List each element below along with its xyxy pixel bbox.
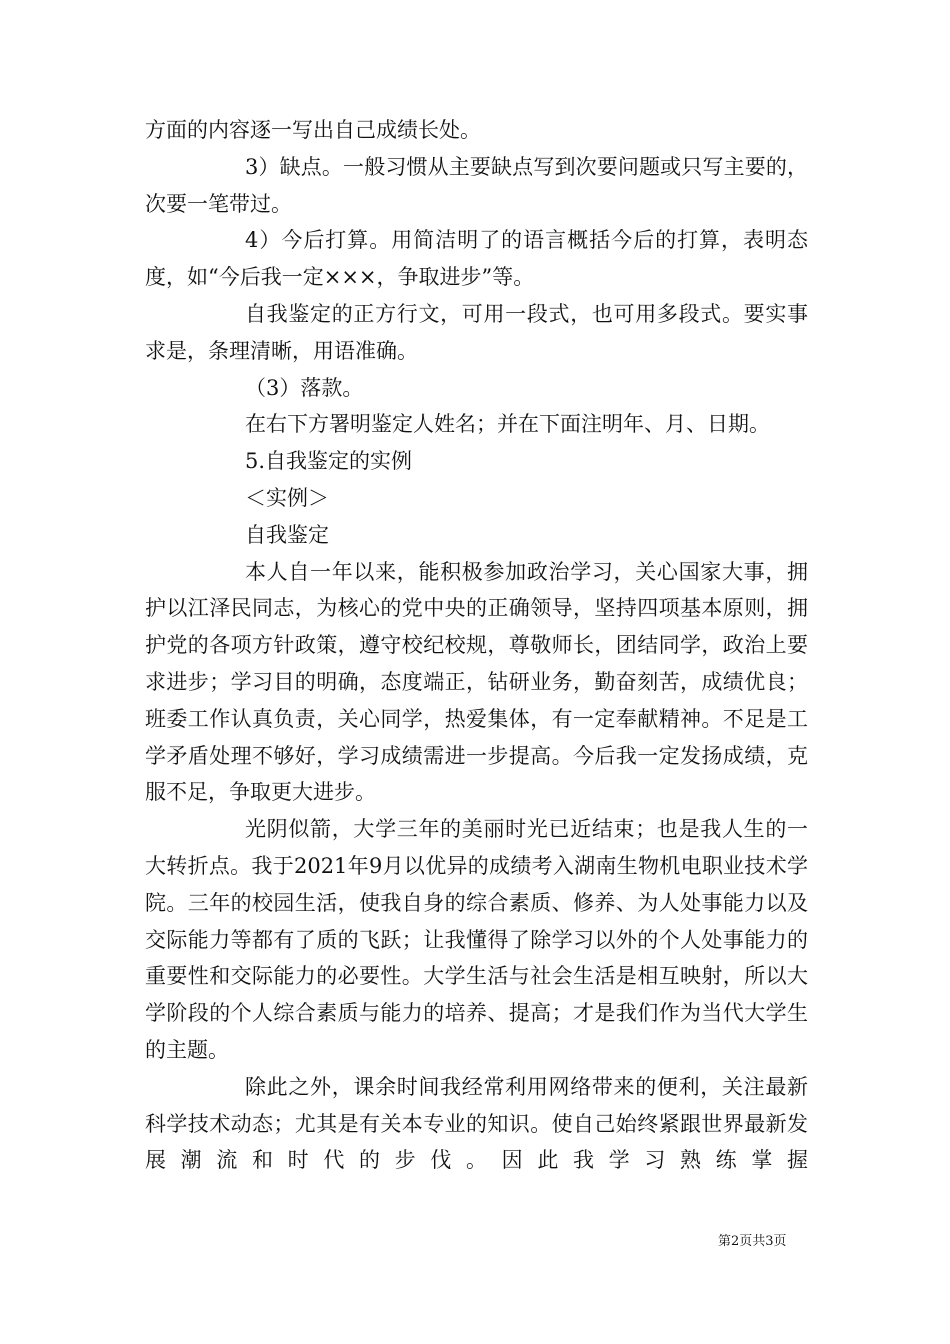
paragraph-example-one: 本人自一年以来，能积极参加政治学习，关心国家大事，拥护以江泽民同志，为核心的党中央的正确领导，坚持四项基本原则，拥护党的各项方针政策，遵守校纪校规，尊敬师长，团结同学，政治上要求进步；学习目的明确，态度端正，钻研业务，勤奋刻苦，成绩优良；班委工作认真负责，关心同学，热爱集体，有一定奉献精神。不足是工学矛盾处理不够好，学习成绩需进一步提高。今后我一定发扬成绩，克服不足，争取更大进步。 (145, 559, 808, 805)
paragraph-continuation: 方面的内容逐一写出自己成绩长处。 (145, 118, 481, 142)
paragraph-college-life: 光阴似箭，大学三年的美丽时光已近结束；也是我人生的一大转折点。我于2021年9月以优异的成绩考入湖南生物机电职业技术学院。三年的校园生活，使我自身的综合素质、修养、为人处事能力以及交际能力等都有了质的飞跃；让我懂得了除学习以外的个人处事能力的重要性和交际能力的必要性。大学生活与社会生活是相互映射，所以大学阶段的个人综合素质与能力的培养、提高；才是我们作为当代大学生的主题。 (145, 817, 808, 1062)
document-body (145, 112, 808, 1179)
paragraph-signature-instructions: 在右下方署明鉴定人姓名；并在下面注明年、月、日期。 (245, 412, 770, 437)
paragraph-shortcomings: 3）缺点。一般习惯从主要缺点写到次要问题或只写主要的，次要一笔带过。 (145, 154, 808, 216)
section-heading-example: 5.自我鉴定的实例 (245, 449, 413, 474)
paragraph-future-plans: 4）今后打算。用简洁明了的语言概括今后的打算，表明态度，如“今后我一定×××，争取进步”等。 (145, 228, 808, 290)
paragraph-body-format: 自我鉴定的正方行文，可用一段式，也可用多段式。要实事求是，条理清晰，用语准确。 (145, 301, 808, 363)
paragraph-extracurricular: 除此之外，课余时间我经常利用网络带来的便利，关注最新科学技术动态；尤其是有关本专业的知识。使自己始终紧跟世界最新发展潮流和时代的步伐。因此我学习熟练掌握 (145, 1074, 808, 1173)
example-title: 自我鉴定 (245, 522, 329, 547)
paragraph-signature-heading: （3）落款。 (245, 375, 364, 400)
page-number-footer: 第2页共3页 (718, 1234, 787, 1249)
example-label: ＜实例＞ (245, 485, 329, 510)
